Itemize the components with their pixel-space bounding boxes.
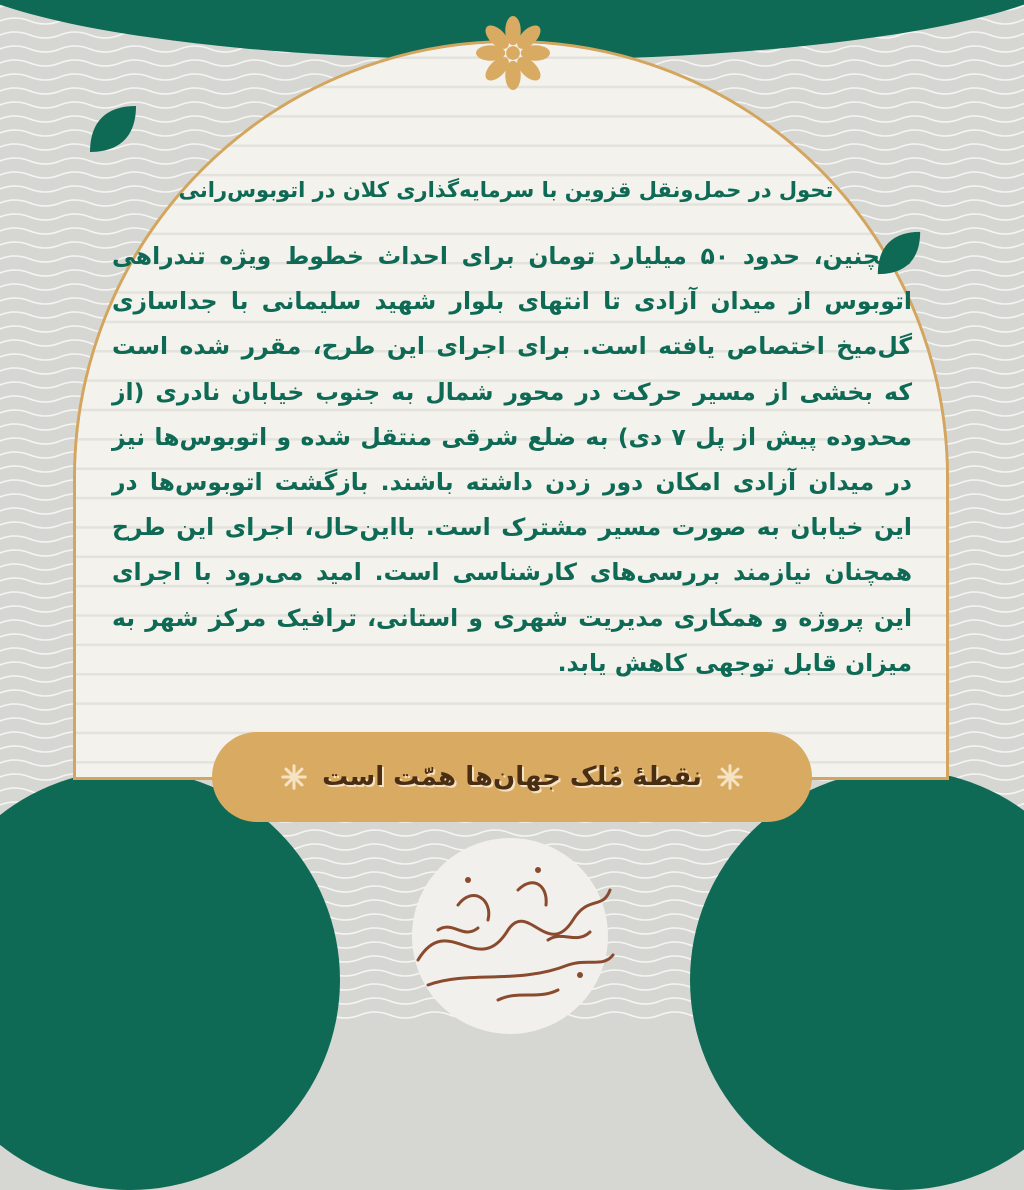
motto-banner xyxy=(212,732,812,822)
flower-ornament-icon xyxy=(470,10,556,96)
motto-text: نقطهٔ مُلک جهان‌ها همّت است xyxy=(322,762,702,792)
star-ornament-icon xyxy=(716,763,744,791)
leaf-ornament-icon xyxy=(88,104,138,154)
star-ornament-icon xyxy=(280,763,308,791)
article-body: همچنین، حدود ۵۰ میلیارد تومان برای احداث خطوط ویژه تندراهی اتوبوس از میدان آزادی تا انتهای بلوار شهید سلیمانی با جداسازی گل‌میخ اختصاص یافته است. برای اجرای این طرح، مقرر شده است که بخشی از مسیر حرکت در محور شمال به جنوب خیابان نادری (از محدوده پیش از پل ۷ دی) به ضلع شرقی منتقل شده و اتوبوس‌ها نیز در میدان آزادی امکان دور زدن داشته باشند. بازگشت اتوبوس‌ها در این خیابان به صورت مسیر مشترک است. بااین‌حال، اجرای این طرح همچنان نیازمند بررسی‌های کارشناسی است. امید می‌رود با اجرای این پروژه و همکاری مدیریت شهری و استانی، ترافیک مرکز شهر به میزان قابل توجهی کاهش یابد. xyxy=(112,242,912,677)
signature-logo xyxy=(398,850,628,1010)
headline: تحول در حمل‌ونقل قزوین با سرمایه‌گذاری کلان در اتوبوس‌رانی xyxy=(178,178,834,202)
